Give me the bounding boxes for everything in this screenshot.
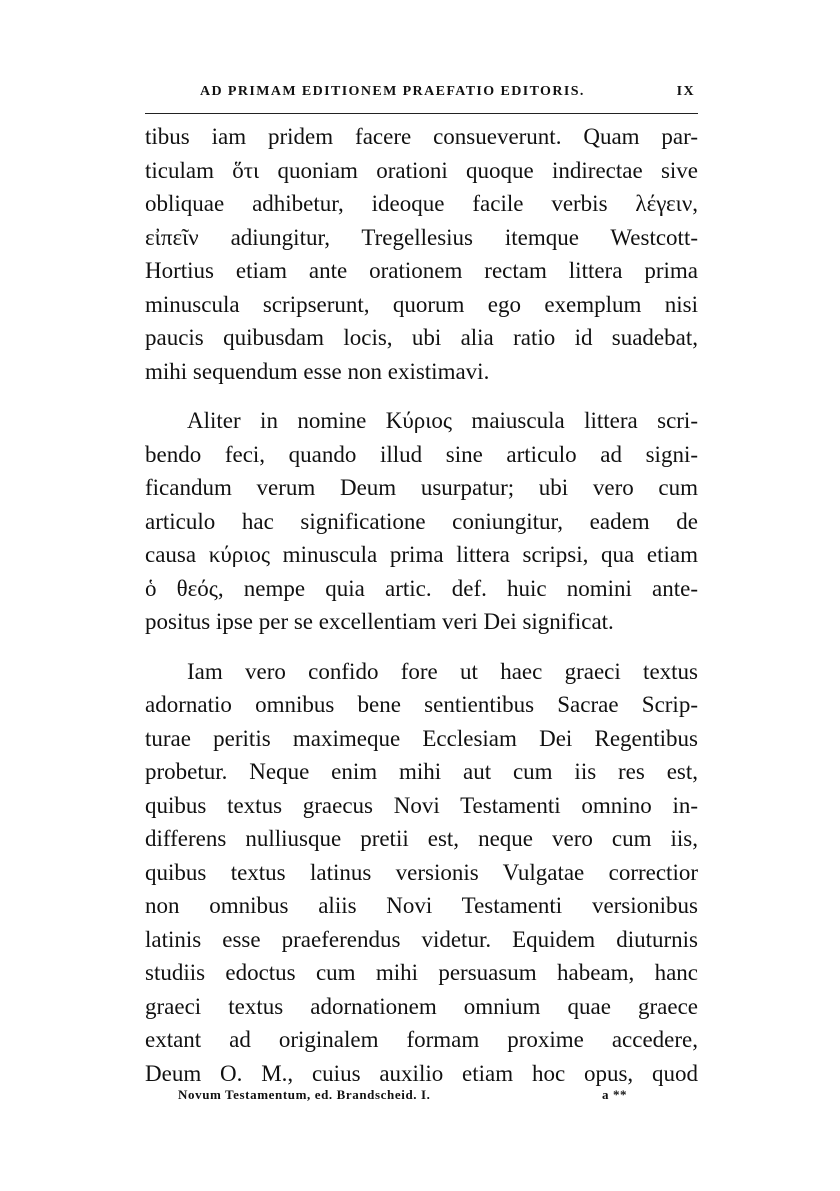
text-line: differens nulliusque pretii est, neque vero cum iis, <box>145 826 698 851</box>
page-number: IX <box>676 84 695 99</box>
text-line: ticulam ὅτι quoniam orationi quoque indirectae sive <box>145 157 698 183</box>
text-line: obliquae adhibetur, ideoque facile verbis λέγειν, <box>145 191 698 216</box>
sheet-mark: a ** <box>602 1087 628 1102</box>
paragraph-3 <box>145 655 698 1091</box>
text-line: graeci textus adornationem omnium quae graece <box>145 993 698 1019</box>
text-line: tibus iam pridem facere consueverunt. Quam par- <box>145 124 698 149</box>
text-line: ficandum verum Deum usurpatur; ubi vero cum <box>145 475 698 500</box>
text-line: articulo hac significatione coniungitur, eadem de <box>145 508 698 534</box>
text-line: bendo feci, quando illud sine articulo ad signi- <box>145 441 698 467</box>
signature-line: Novum Testamentum, ed. Brandscheid. I. <box>178 1087 431 1102</box>
running-head <box>145 80 698 104</box>
text-line: latinis esse praeferendus videtur. Equidem diuturnis <box>145 926 698 952</box>
page-footer <box>178 1087 678 1107</box>
header-rule <box>145 113 698 114</box>
text-line: mihi sequendum esse non existimavi. <box>145 358 490 384</box>
text-line: causa κύριος minuscula prima littera scripsi, qua etiam <box>145 542 698 567</box>
text-line: positus ipse per se excellentiam veri Dei significat. <box>145 609 614 634</box>
text-line: studiis edoctus cum mihi persuasum habeam, hanc <box>145 960 698 985</box>
text-line: Hortius etiam ante orationem rectam littera prima <box>145 258 698 283</box>
text-line: non omnibus aliis Novi Testamenti versionibus <box>145 893 698 918</box>
text-line: adornatio omnibus bene sentientibus Sacrae Scrip- <box>145 692 698 717</box>
paragraph-2 <box>145 404 698 639</box>
text-line: Deum O. M., cuius auxilio etiam hoc opus, quod <box>145 1060 698 1086</box>
text-line: ὁ θεός, nempe quia artic. def. huic nomini ante- <box>145 575 698 601</box>
text-line: Iam vero confido fore ut haec graeci textus <box>187 658 698 684</box>
paragraph-1 <box>145 120 698 388</box>
text-line: εἰπεῖν adiungitur, Tregellesius itemque Westcott- <box>145 224 698 250</box>
body-text <box>145 120 698 1106</box>
text-line: turae peritis maximeque Ecclesiam Dei Regentibus <box>145 725 698 751</box>
text-line: extant ad originalem formam proxime accedere, <box>145 1027 698 1052</box>
text-line: paucis quibusdam locis, ubi alia ratio id suadebat, <box>145 325 698 350</box>
text-line: minuscula scripserunt, quorum ego exemplum nisi <box>145 291 698 317</box>
running-head-title: AD PRIMAM EDITIONEM PRAEFATIO EDITORIS. <box>200 84 585 99</box>
text-line: Aliter in nomine Κύριος maiuscula littera scri- <box>187 408 698 433</box>
text-line: probetur. Neque enim mihi aut cum iis res est, <box>145 759 698 784</box>
text-line: quibus textus graecus Novi Testamenti omnino in- <box>145 792 698 818</box>
text-line: quibus textus latinus versionis Vulgatae correctior <box>145 859 698 885</box>
